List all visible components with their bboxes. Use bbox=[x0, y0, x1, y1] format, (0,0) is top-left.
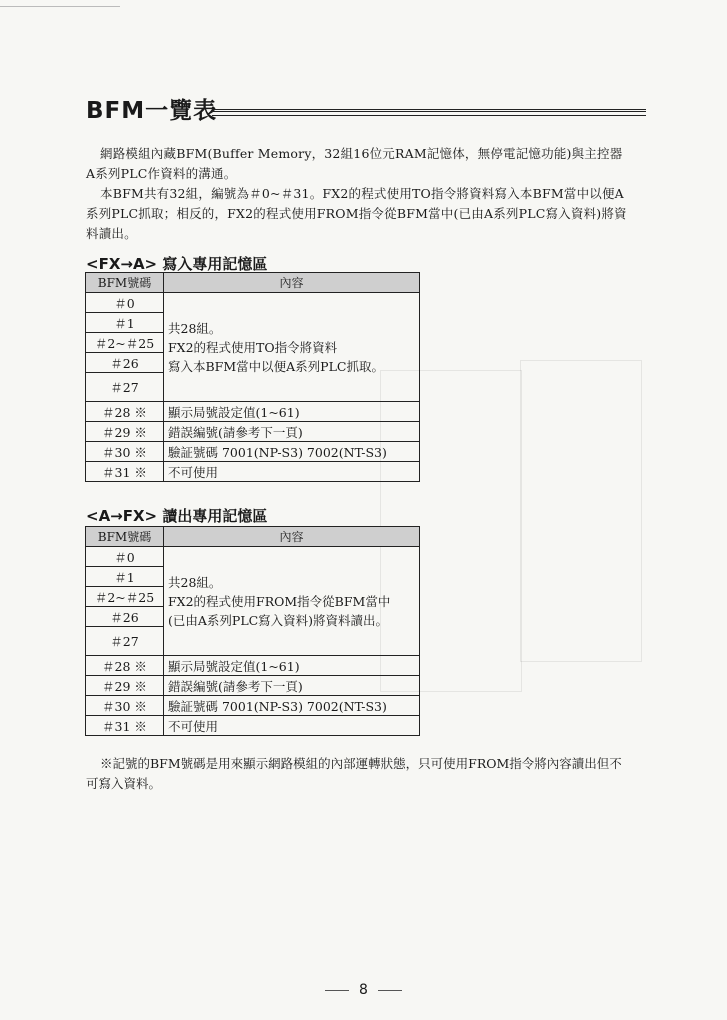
bfm-number: ＃28 ※ bbox=[86, 402, 164, 422]
bfm-number: ＃29 ※ bbox=[86, 676, 164, 696]
table-row bbox=[86, 716, 420, 736]
bfm-number: ＃30 ※ bbox=[86, 442, 164, 462]
intro-paragraph-2: 本BFM共有32組，編號為＃0~＃31。FX2的程式使用TO指令將資料寫入本BFM當中以便A系列PLC抓取；相反的，FX2的程式使用FROM指令從BFM當中(已由A系列PLC寫入資料)將資料讀出。 bbox=[86, 186, 627, 241]
table-header-row bbox=[86, 273, 420, 293]
bfm-number: ＃31 ※ bbox=[86, 716, 164, 736]
merged-content-cell bbox=[164, 293, 420, 402]
content-line: FX2的程式使用TO指令將資料 bbox=[168, 339, 338, 355]
footnote: ※記號的BFM號碼是用來顯示網路模組的內部運轉狀態，只可使用FROM指令將內容讀出但不可寫入資料。 bbox=[86, 756, 622, 791]
bfm-description: 顯示局號設定值(1~61) bbox=[164, 656, 420, 676]
bfm-number: ＃1 bbox=[86, 567, 164, 587]
table-row bbox=[86, 696, 420, 716]
content-line: 共28組。 bbox=[168, 320, 222, 336]
table-row bbox=[86, 442, 420, 462]
bfm-number: ＃0 bbox=[86, 293, 164, 313]
merged-content-cell bbox=[164, 547, 420, 656]
title-row bbox=[86, 92, 646, 126]
content-line: 共28組。 bbox=[168, 574, 222, 590]
bfm-number: ＃26 bbox=[86, 353, 164, 373]
bfm-description: 錯誤編號(請參考下一頁) bbox=[164, 676, 420, 696]
read-bfm-table bbox=[85, 526, 420, 736]
bfm-number: ＃28 ※ bbox=[86, 656, 164, 676]
dash-left bbox=[325, 990, 349, 991]
bfm-number: ＃1 bbox=[86, 313, 164, 333]
table-row bbox=[86, 676, 420, 696]
title-double-rule bbox=[212, 109, 646, 116]
bleed-through-block bbox=[520, 360, 642, 662]
bfm-description: 驗証號碼 7001(NP-S3) 7002(NT-S3) bbox=[164, 696, 420, 716]
bfm-number: ＃0 bbox=[86, 547, 164, 567]
bfm-number: ＃27 bbox=[86, 373, 164, 402]
write-area-heading: <FX→A> 寫入專用記憶區 bbox=[86, 255, 268, 273]
table-row bbox=[86, 293, 420, 313]
read-area-heading: <A→FX> 讀出專用記憶區 bbox=[86, 507, 268, 525]
bfm-description: 驗証號碼 7001(NP-S3) 7002(NT-S3) bbox=[164, 442, 420, 462]
column-header-content: 內容 bbox=[164, 527, 420, 547]
bfm-number: ＃2~＃25 bbox=[86, 587, 164, 607]
table-row bbox=[86, 422, 420, 442]
content-line: FX2的程式使用FROM指令從BFM當中 bbox=[168, 593, 391, 609]
content-line: (已由A系列PLC寫入資料)將資料讀出。 bbox=[168, 612, 389, 628]
content-line: 寫入本BFM當中以便A系列PLC抓取。 bbox=[168, 358, 384, 374]
write-bfm-table bbox=[85, 272, 420, 482]
bfm-description: 不可使用 bbox=[164, 462, 420, 482]
bfm-description: 不可使用 bbox=[164, 716, 420, 736]
top-edge-line bbox=[0, 6, 120, 7]
table-row bbox=[86, 462, 420, 482]
bfm-number: ＃2~＃25 bbox=[86, 333, 164, 353]
table-row bbox=[86, 656, 420, 676]
table-row bbox=[86, 547, 420, 567]
bfm-number: ＃27 bbox=[86, 627, 164, 656]
bfm-description: 顯示局號設定值(1~61) bbox=[164, 402, 420, 422]
column-header-bfm-no: BFM號碼 bbox=[86, 273, 164, 293]
page-number: 8 bbox=[359, 982, 368, 998]
page-number-footer bbox=[0, 982, 727, 998]
bfm-number: ＃30 ※ bbox=[86, 696, 164, 716]
bfm-description: 錯誤編號(請參考下一頁) bbox=[164, 422, 420, 442]
column-header-bfm-no: BFM號碼 bbox=[86, 527, 164, 547]
column-header-content: 內容 bbox=[164, 273, 420, 293]
bfm-number: ＃26 bbox=[86, 607, 164, 627]
page-title: BFM一覽表 bbox=[86, 98, 218, 124]
dash-right bbox=[378, 990, 402, 991]
intro-paragraph-1: 網路模組內藏BFM(Buffer Memory，32組16位元RAM記憶体，無停電記憶功能)與主控器A系列PLC作資料的溝通。 bbox=[86, 146, 623, 181]
bfm-number: ＃31 ※ bbox=[86, 462, 164, 482]
table-row bbox=[86, 402, 420, 422]
bfm-number: ＃29 ※ bbox=[86, 422, 164, 442]
table-header-row bbox=[86, 527, 420, 547]
